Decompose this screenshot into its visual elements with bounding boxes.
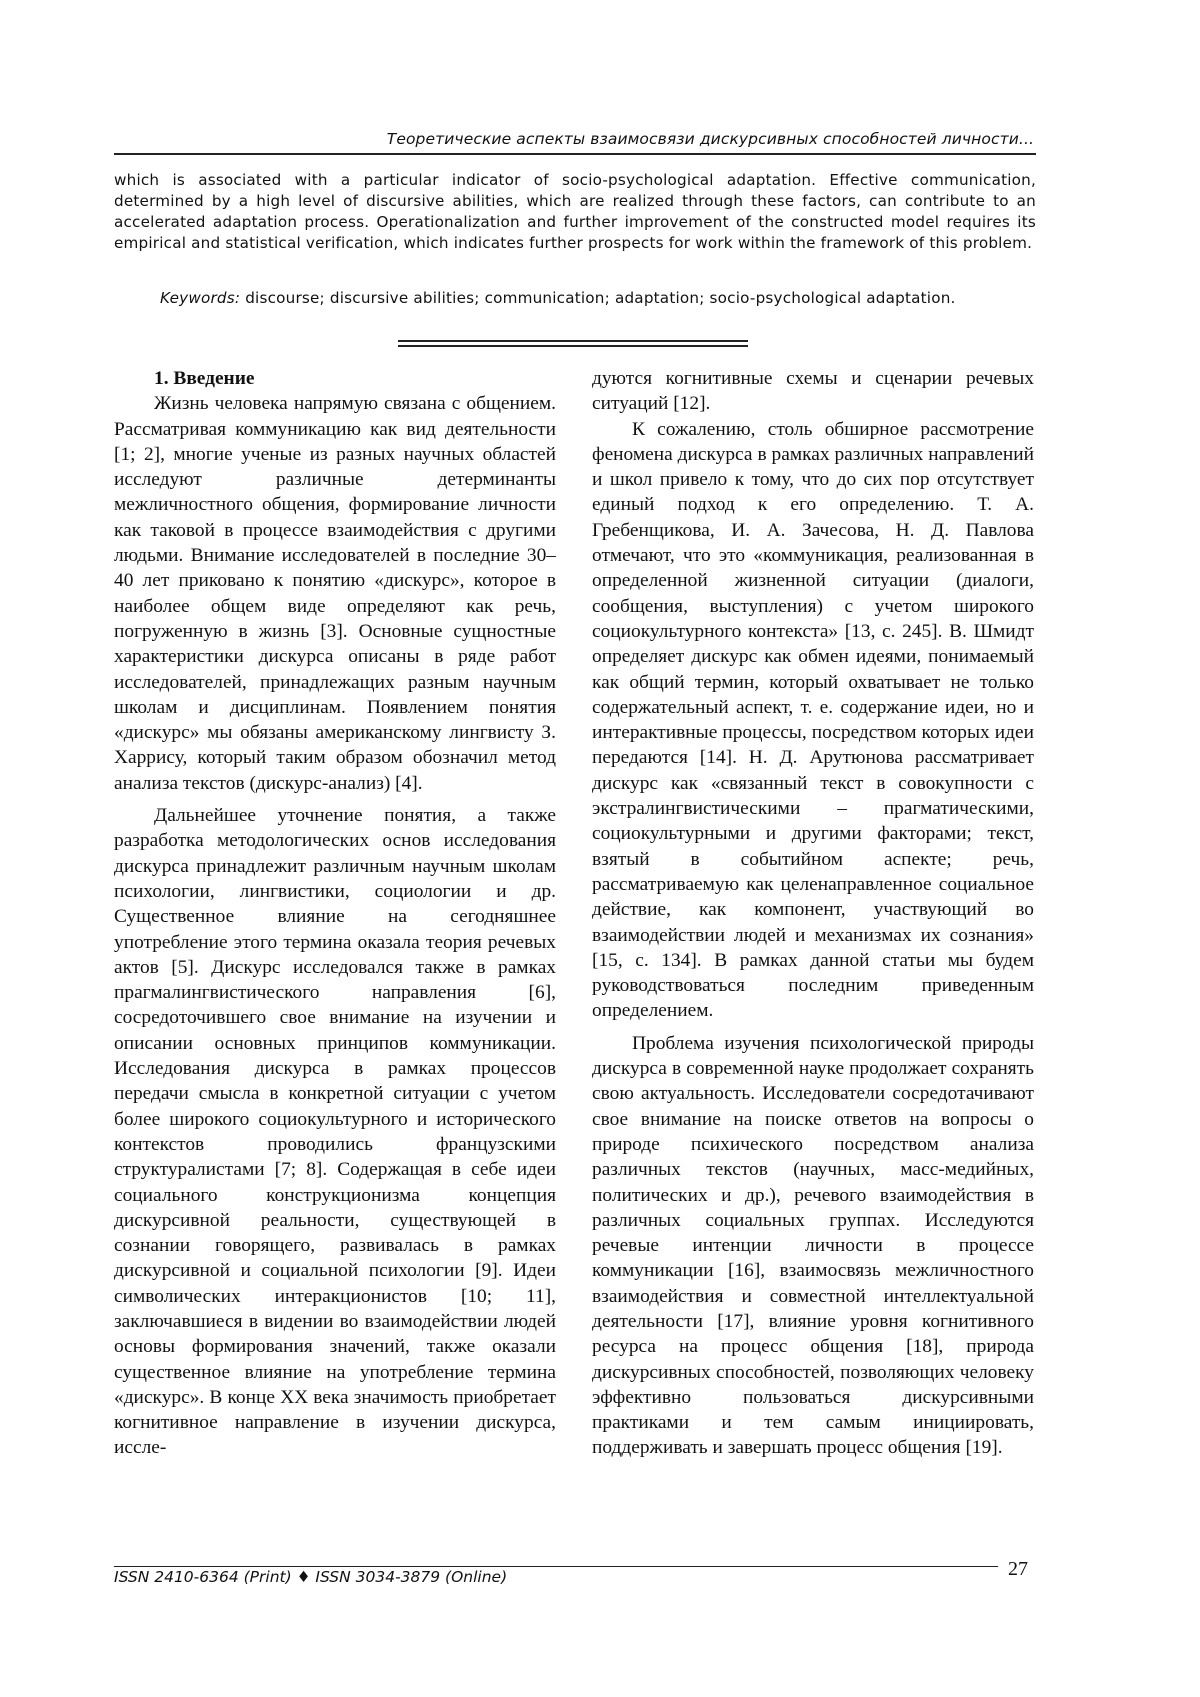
paragraph: Дальнейшее уточнение понятия, а также разработка методологических основ исследования дискурса принадлежит различным научным школам психологии, лингвистики, социологии и др. Существенное влияние на сегодняшнее употребление этого термина оказала теория речевых актов [5]. Дискурс исследовался также в рамках прагмалингвистического направления [6], сосредоточившего свое внимание на изучении и описании основных принципов коммуникации. Исследования дискурса в рамках процессов передачи смысла в конкретной ситуации с учетом более широкого социокультурного и исторического контекстов проводились французскими структуралистами [7; 8]. Содержащая в себе идеи социального конструкционизма концепция дискурсивной реальности, существующей в сознании говорящего, развивалась в рамках дискурсивной и социальной психологии [9]. Идеи символических интеракционистов [10; 11], заключавшиеся в видении во взаимодействии людей основы формирования значений, также оказали существенное влияние на употребление термина «дискурс». В конце XX века значимость приобретает когнитивное направление в изучении дискурса, иссле-: [114, 805, 556, 1459]
keywords: [114, 288, 1036, 309]
right-column: [592, 366, 1034, 1461]
footer-issn: ISSN 2410-6364 (Print) ♦ ISSN 3034-3879 (Online): [114, 1568, 508, 1586]
paragraph: К сожалению, столь обширное рассмотрение феномена дискурса в рамках различных направлений и школ привело к тому, что до сих пор отсутствует единый подход к его определению. Т. А. Гребенщикова, И. А. Зачесова, Н. Д. Павлова отмечают, что это «коммуникация, реализованная в определенной жизненной ситуации (диалоги, сообщения, выступления) с учетом широкого социокультурного контекста» [13, с. 245]. В. Шмидт определяет дискурс как обмен идеями, понимаемый как общий термин, который охватывает не только содержательный аспект, т. е. содержание идеи, но и интерактивные процессы, посредством которых идеи передаются [14]. Н. Д. Арутюнова рассматривает дискурс как «связанный текст в совокупности с экстралингвистическими – прагматическими, социокультурными и другими факторами; текст, взятый в событийном аспекте; речь, рассматриваемую как целенаправленное социальное действие, как компонент, участвующий во взаимодействии людей и механизмах их сознания» [15, с. 134]. В рамках данной статьи мы будем руководствоваться последним приведенным определением.: [592, 418, 1034, 1022]
section-heading: 1. Введение: [154, 368, 255, 389]
keywords-label: Keywords:: [160, 289, 241, 307]
paragraph-continued: дуются когнитивные схемы и сценарии речевых ситуаций [12].: [592, 368, 1034, 415]
page-number: 27: [1008, 1558, 1028, 1580]
section-divider: [398, 340, 748, 350]
running-head: Теоретические аспекты взаимосвязи дискурсивных способностей личности...: [386, 130, 1034, 148]
header-rule: [114, 153, 1036, 155]
abstract-text: which is associated with a particular indicator of socio-psychological adaptation. Effective communication, determined by a high level of discursive abilities, which are realized through these factors, can contribute to an accelerated adaptation process. Operationalization and further improvement of the constructed model requires its empirical and statistical verification, which indicates further prospects for work within the framework of this problem.: [114, 171, 1036, 252]
paragraph: Проблема изучения психологической природы дискурса в современной науке продолжает сохранять свою актуальность. Исследователи сосредотачивают свое внимание на поиске ответов на вопросы о природе психического посредством анализа различных текстов (научных, масс-медийных, политических и др.), речевого взаимодействия в различных социальных группах. Исследуются речевые интенции личности в процессе коммуникации [16], взаимосвязь межличностного взаимодействия и совместной интеллектуальной деятельности [17], влияние уровня когнитивного ресурса на процесс общения [18], природа дискурсивных способностей, позволяющих человеку эффективно пользоваться дискурсивными практиками и тем самым инициировать, поддерживать и завершать процесс общения [19].: [592, 1032, 1034, 1459]
footer-rule: [114, 1566, 998, 1567]
left-column: [114, 366, 556, 1461]
keywords-text: discourse; discursive abilities; communication; adaptation; socio-psychological adaptation.: [240, 289, 956, 307]
paragraph: Жизнь человека напрямую связана с общением. Рассматривая коммуникацию как вид деятельности [1; 2], многие ученые из разных научных областей исследуют различные детерминанты межличностного общения, формирование личности как таковой в процессе взаимодействия с другими людьми. Внимание исследователей в последние 30–40 лет приковано к понятию «дискурс», которое в наиболее общем виде определяют как речь, погруженную в жизнь [3]. Основные сущностные характеристики дискурса описаны в ряде работ исследователей, принадлежащих разным научным школам и дисциплинам. Появлением понятия «дискурс» мы обязаны американскому лингвисту З. Харрису, который таким образом обозначил метод анализа текстов (дискурс-анализ) [4].: [114, 393, 556, 794]
